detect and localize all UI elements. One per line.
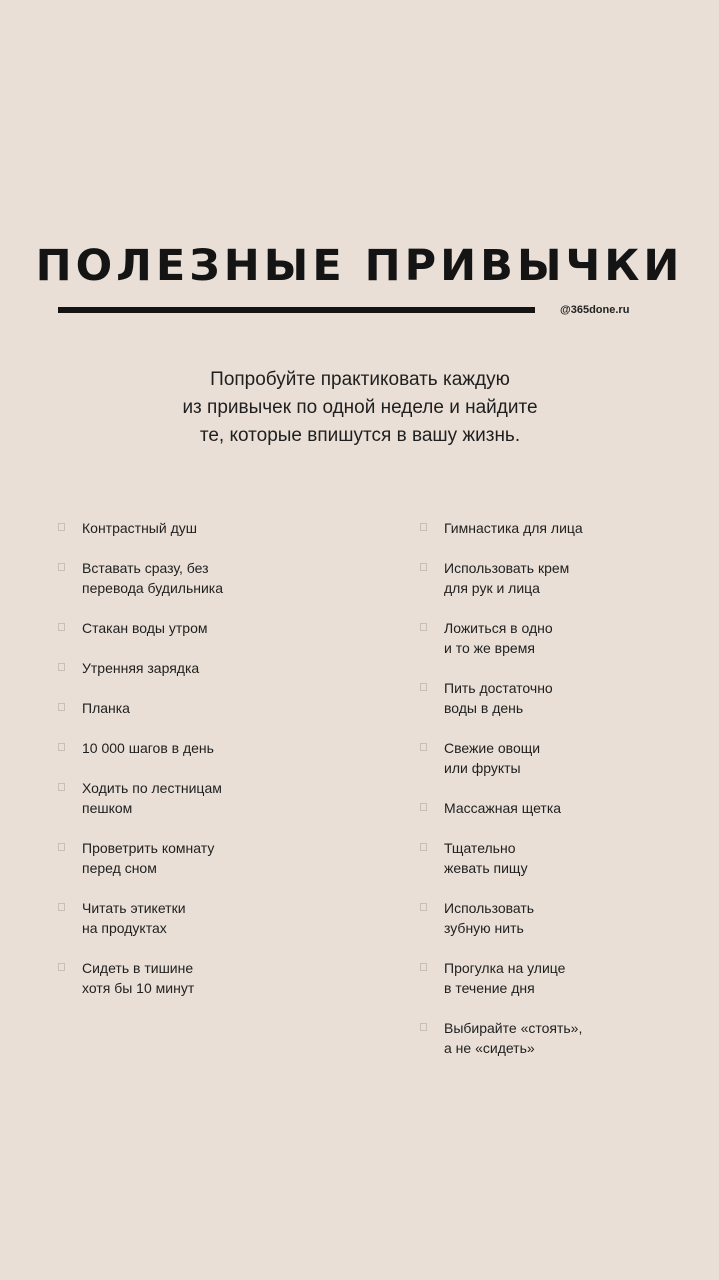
habit-item: [420, 838, 700, 878]
checkbox-icon: [420, 743, 427, 751]
habit-item: [58, 958, 358, 998]
habit-label: Использовать зубную нить: [444, 900, 535, 936]
habit-label: Выбирайте «стоять», а не «сидеть»: [444, 1020, 583, 1056]
title-underline: [58, 307, 535, 313]
intro-text: [60, 366, 660, 450]
checkbox-icon: [420, 903, 427, 911]
habit-label: Ложиться в одно и то же время: [444, 620, 553, 656]
intro-line: те, которые впишутся в вашу жизнь.: [199, 425, 521, 446]
checkbox-icon: [58, 523, 65, 531]
checkbox-icon: [420, 843, 427, 851]
habit-item: [58, 558, 358, 598]
habit-label: Контрастный душ: [82, 520, 197, 536]
habit-label: Прогулка на улице в течение дня: [444, 960, 566, 996]
habit-label: 10 000 шагов в день: [82, 740, 214, 756]
habit-item: [420, 518, 700, 538]
checkbox-icon: [420, 1023, 427, 1031]
habit-item: [58, 838, 358, 878]
checkbox-icon: [420, 683, 427, 691]
habit-label: Читать этикетки на продуктах: [82, 900, 186, 936]
checkbox-icon: [58, 843, 65, 851]
habit-label: Ходить по лестницам пешком: [82, 780, 222, 816]
habit-label: Вставать сразу, без перевода будильника: [82, 560, 224, 596]
checkbox-icon: [420, 523, 427, 531]
habit-label: Пить достаточно воды в день: [444, 680, 553, 716]
habit-label: Стакан воды утром: [82, 620, 208, 636]
habit-item: [58, 658, 358, 678]
habit-label: Планка: [82, 700, 130, 716]
checkbox-icon: [58, 703, 65, 711]
habit-label: Массажная щетка: [444, 800, 562, 816]
checkbox-icon: [420, 803, 427, 811]
habit-item: [58, 698, 358, 718]
habit-item: [58, 738, 358, 758]
checkbox-icon: [420, 623, 427, 631]
habit-item: [58, 778, 358, 818]
habit-item: [420, 678, 700, 718]
checkbox-icon: [58, 963, 65, 971]
habit-label: Тщательно жевать пищу: [444, 840, 528, 876]
habit-item: [420, 558, 700, 598]
checkbox-icon: [58, 623, 65, 631]
habit-item: [420, 738, 700, 778]
checkbox-icon: [58, 903, 65, 911]
habit-label: Использовать крем для рук и лица: [444, 560, 570, 596]
habit-item: [420, 958, 700, 998]
checkbox-icon: [420, 963, 427, 971]
habit-label: Проветрить комнату перед сном: [82, 840, 215, 876]
habit-item: [420, 1018, 700, 1058]
checkbox-icon: [58, 783, 65, 791]
habit-item: [420, 898, 700, 938]
habits-list-left: [58, 518, 358, 998]
checkbox-icon: [58, 563, 65, 571]
intro-line: из привычек по одной неделе и найдите: [182, 397, 538, 418]
habit-label: Сидеть в тишине хотя бы 10 минут: [82, 960, 195, 996]
intro-line: Попробуйте практиковать каждую: [210, 369, 510, 390]
habit-item: [420, 618, 700, 658]
source-handle: @365done.ru: [560, 304, 630, 316]
habit-item: [420, 798, 700, 818]
checkbox-icon: [58, 743, 65, 751]
habit-label: Утренняя зарядка: [82, 660, 200, 676]
page-title: ПОЛЕЗНЫЕ ПРИВЫЧКИ: [35, 241, 684, 291]
habit-label: Свежие овощи или фрукты: [444, 740, 541, 776]
habit-item: [58, 898, 358, 938]
checkbox-icon: [420, 563, 427, 571]
checkbox-icon: [58, 663, 65, 671]
habit-label: Гимнастика для лица: [444, 520, 583, 536]
habit-item: [58, 618, 358, 638]
habits-list-right: [420, 518, 700, 1058]
habit-item: [58, 518, 358, 538]
